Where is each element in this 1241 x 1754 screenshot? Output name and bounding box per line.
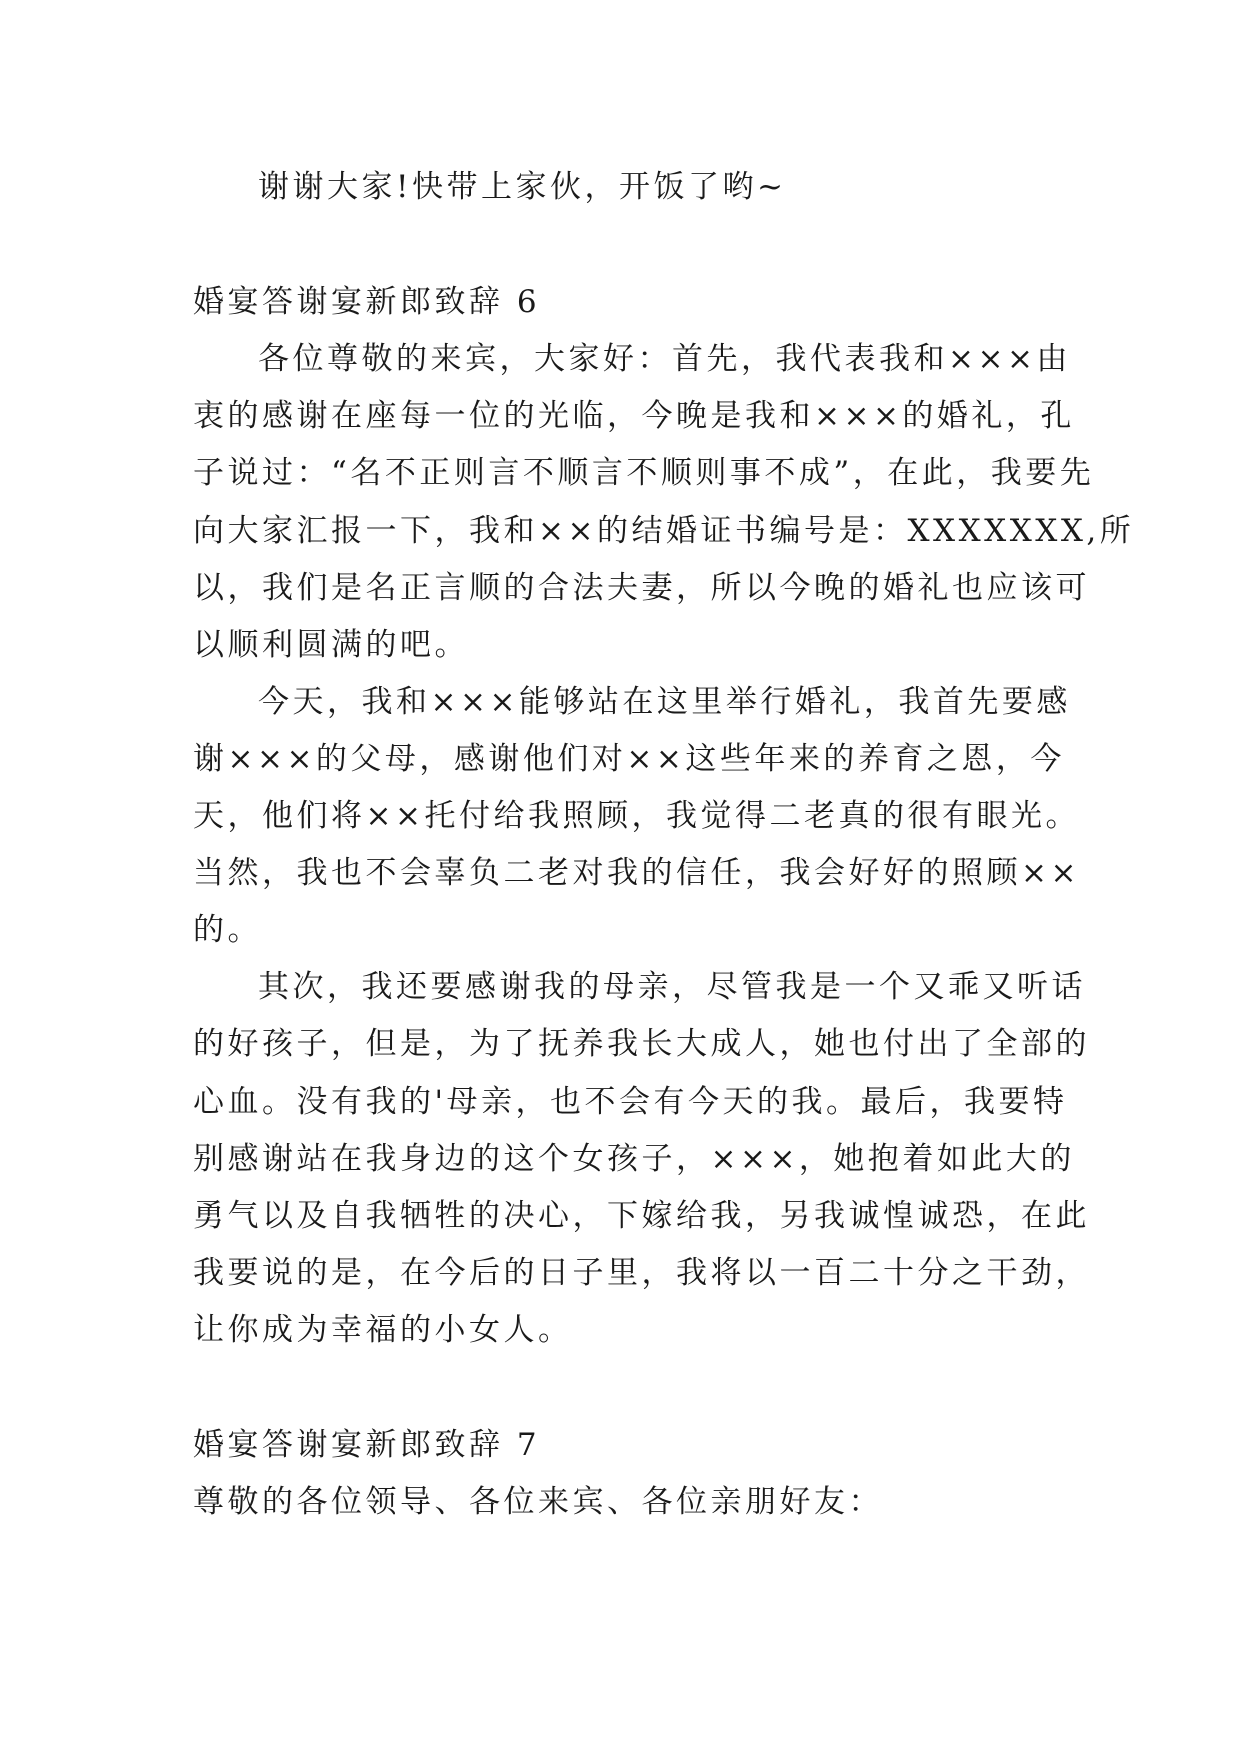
paragraph-line: 别感谢站在我身边的这个女孩子，×××，她抱着如此大的 xyxy=(193,1141,1075,1177)
paragraph-line: 我要说的是，在今后的日子里，我将以一百二十分之干劲， xyxy=(193,1255,1090,1291)
paragraph-line: 心血。没有我的'母亲，也不会有今天的我。最后，我要特 xyxy=(193,1084,1068,1120)
paragraph-line: 天，他们将××托付给我照顾，我觉得二老真的很有眼光。 xyxy=(193,798,1080,834)
paragraph-line: 的好孩子，但是，为了抚养我长大成人，她也付出了全部的 xyxy=(193,1026,1090,1062)
section-6-title: 婚宴答谢宴新郎致辞 6 xyxy=(193,284,541,320)
paragraph-line: 子说过：“名不正则言不顺言不顺则事不成”，在此，我要先 xyxy=(193,455,1095,491)
paragraph-line: 衷的感谢在座每一位的光临，今晚是我和×××的婚礼，孔 xyxy=(193,398,1075,434)
paragraph-line: 各位尊敬的来宾，大家好：首先，我代表我和×××由 xyxy=(258,341,1071,377)
paragraph-line: 其次，我还要感谢我的母亲，尽管我是一个又乖又听话 xyxy=(258,969,1086,1005)
closing-line: 谢谢大家!快带上家伙，开饭了哟~ xyxy=(258,169,787,205)
paragraph-line: 以顺利圆满的吧。 xyxy=(193,627,469,663)
paragraph-line: 勇气以及自我牺牲的决心，下嫁给我，另我诚惶诚恐，在此 xyxy=(193,1198,1090,1234)
section-7-greeting: 尊敬的各位领导、各位来宾、各位亲朋好友： xyxy=(193,1484,883,1520)
paragraph-line: 的。 xyxy=(193,912,262,948)
paragraph-line: 让你成为幸福的小女人。 xyxy=(193,1312,573,1348)
paragraph-line: 以，我们是名正言顺的合法夫妻，所以今晚的婚礼也应该可 xyxy=(193,570,1090,606)
section-7-title: 婚宴答谢宴新郎致辞 7 xyxy=(193,1427,541,1463)
paragraph-line: 当然，我也不会辜负二老对我的信任，我会好好的照顾×× xyxy=(193,855,1080,891)
paragraph-line: 谢×××的父母，感谢他们对××这些年来的养育之恩，今 xyxy=(193,741,1065,777)
paragraph-line: 向大家汇报一下，我和××的结婚证书编号是：XXXXXXX,所 xyxy=(193,513,1135,549)
paragraph-line: 今天，我和×××能够站在这里举行婚礼，我首先要感 xyxy=(258,684,1071,720)
